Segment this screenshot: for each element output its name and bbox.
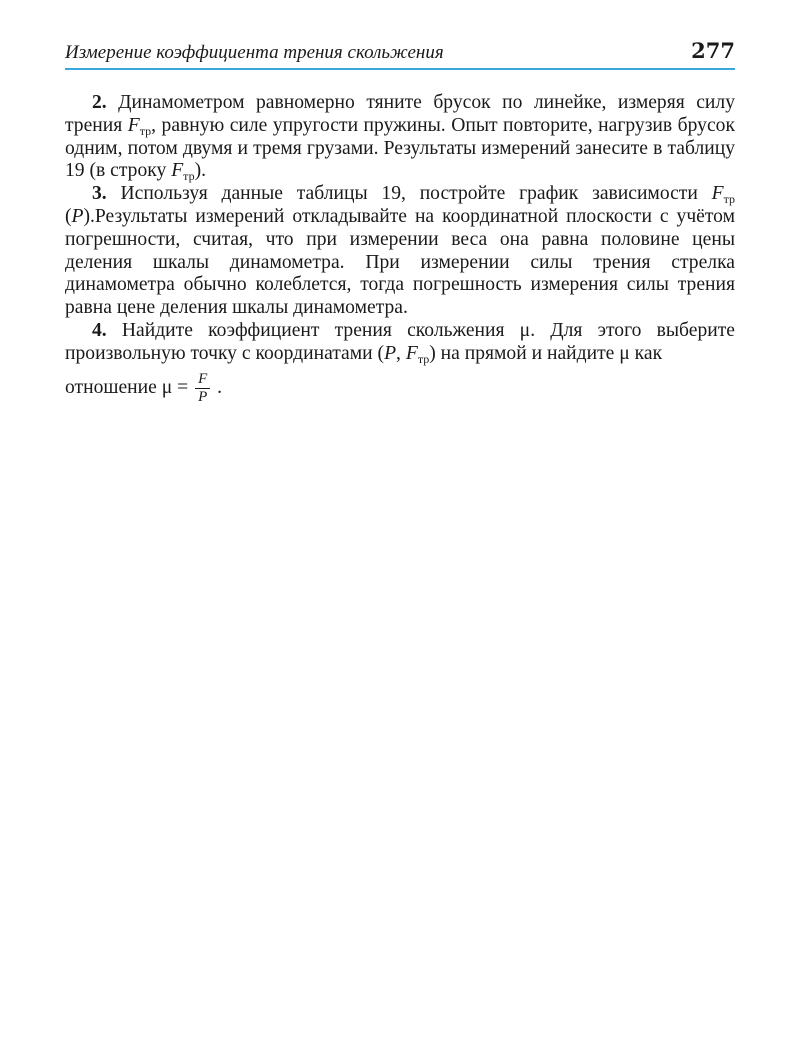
paragraph-2 bbox=[65, 92, 735, 183]
force-symbol: F bbox=[171, 160, 184, 182]
fraction-numerator: F bbox=[195, 371, 210, 389]
paragraph-text: , равную силе упругости пружины. Опыт повторите, нагрузив брусок одним, потом двумя и тремя грузами. Результаты измерений занесите в таблицу 19 (в строку bbox=[65, 114, 735, 182]
fraction bbox=[195, 371, 210, 406]
formula-text: . bbox=[212, 376, 223, 398]
friction-subscript: тр bbox=[417, 351, 430, 366]
paragraph-text: ).Результаты измерений откладывайте на координатной плоскости с учётом погрешности, считая, что при измерении веса она равна половине цены деления шкалы динамометра. При измерении силы трения стрелка динамометра обычно колеблется, тогда погрешность измерения силы трения равна цене деления шкалы динамометра. bbox=[65, 205, 735, 319]
paragraph-3 bbox=[65, 183, 735, 320]
paragraph-text: Динамометром равномерно тяните брусок по линейке, измеряя силу трения bbox=[65, 92, 735, 136]
formula-text: отношение μ = bbox=[65, 376, 194, 398]
fraction-denominator: P bbox=[198, 388, 208, 405]
paragraph-text: ) на прямой и найдите μ как bbox=[429, 342, 663, 364]
paragraph-text: ( bbox=[65, 205, 72, 227]
paragraph-text: Используя данные таблицы 19, постройте график зависимости bbox=[106, 183, 712, 205]
force-symbol: F bbox=[711, 183, 724, 205]
paragraph-number: 3. bbox=[92, 183, 107, 205]
force-symbol: F bbox=[127, 114, 140, 136]
paragraph-text: ). bbox=[194, 160, 206, 182]
paragraph-text: , bbox=[396, 342, 406, 364]
friction-subscript: тр bbox=[139, 123, 152, 138]
paragraph-number: 2. bbox=[92, 92, 107, 113]
weight-symbol: P bbox=[71, 205, 84, 227]
paragraph-text: Найдите коэффициент трения скольжения μ. Для этого выберите произвольную точку с координатами ( bbox=[65, 319, 735, 364]
friction-subscript: тр bbox=[183, 169, 195, 184]
paragraph-4 bbox=[65, 320, 735, 406]
weight-symbol: P bbox=[384, 342, 397, 364]
page-body bbox=[65, 92, 735, 406]
formula-line bbox=[65, 371, 735, 406]
friction-subscript: тр bbox=[723, 192, 735, 207]
page-header bbox=[65, 38, 735, 70]
paragraph-number: 4. bbox=[92, 319, 107, 341]
page-number: 277 bbox=[691, 38, 735, 63]
running-title: Измерение коэффициента трения скольжения bbox=[65, 42, 444, 63]
force-symbol: F bbox=[405, 342, 418, 364]
